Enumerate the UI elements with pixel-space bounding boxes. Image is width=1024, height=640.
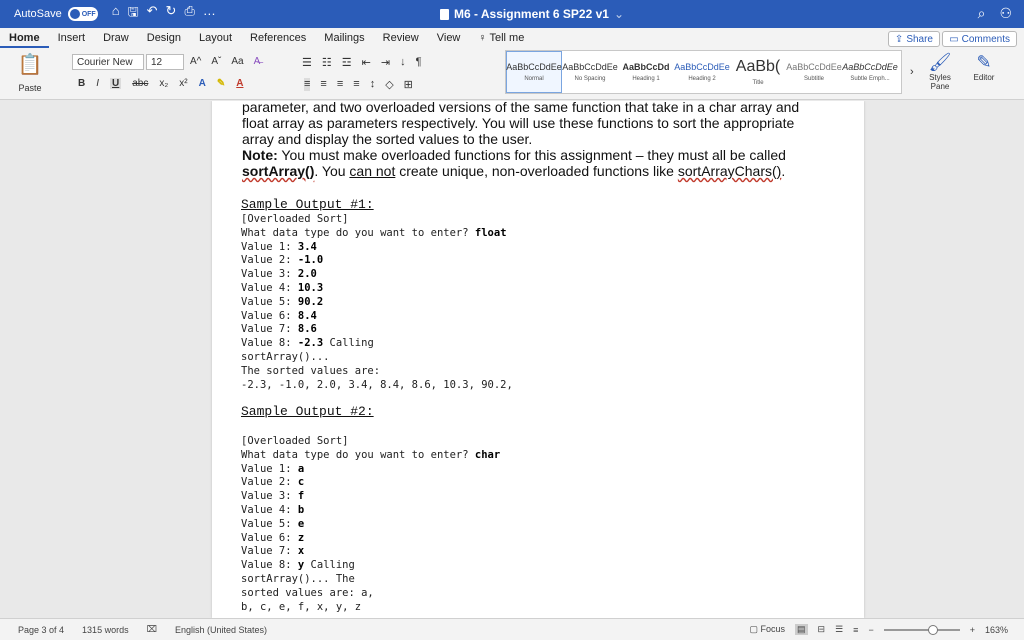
code-line xyxy=(241,545,500,559)
focus-icon: ▢ xyxy=(749,624,761,634)
undo-icon[interactable]: ↶ xyxy=(146,3,158,18)
focus-label: Focus xyxy=(760,624,786,634)
code-text: Calling xyxy=(304,559,355,572)
borders-icon[interactable]: ⊞ xyxy=(403,79,413,91)
style-name: Heading 2 xyxy=(688,76,716,82)
style-heading-2[interactable] xyxy=(674,51,730,93)
more-icon[interactable]: … xyxy=(202,3,216,18)
intro-text: parameter, and two overloaded versions of the same function that take in a char array and float array as parameters respectively. You will use these functions to sort the appropriate array and display the sorted values to the user. xyxy=(242,101,800,147)
code-input-value: -1.0 xyxy=(297,254,324,267)
italic-button[interactable]: I xyxy=(96,78,100,89)
zoom-out-button[interactable]: − xyxy=(868,624,874,635)
code-text: Value 6: xyxy=(241,309,298,322)
code-text: Value 7: xyxy=(241,545,298,558)
code-input-value: a xyxy=(297,462,305,475)
sort-icon[interactable]: ↓ xyxy=(400,56,406,68)
note-example: sortArrayChars() xyxy=(677,163,782,179)
code-text: Value 4: xyxy=(241,503,298,516)
code-text: [Overloaded Sort] xyxy=(241,435,349,447)
note-end: . xyxy=(781,163,786,179)
styles-gallery xyxy=(505,50,902,94)
code-text: [Overloaded Sort] xyxy=(241,213,349,225)
save-icon[interactable]: 🖫 xyxy=(127,4,139,19)
word-count[interactable]: 1315 words xyxy=(82,624,129,635)
tab-mailings[interactable]: Mailings xyxy=(324,32,365,44)
autosave-toggle[interactable] xyxy=(68,7,98,21)
tab-view[interactable]: View xyxy=(436,32,461,44)
code-line xyxy=(241,435,500,449)
search-icon[interactable]: ⌕ xyxy=(977,5,986,21)
code-text: What data type do you want to enter? xyxy=(241,226,475,239)
style-no-spacing[interactable] xyxy=(562,51,618,93)
code-text: Value 5: xyxy=(241,517,298,530)
code-text: Value 1: xyxy=(241,462,298,475)
style-sample: AaBb( xyxy=(735,58,781,75)
tab-design[interactable]: Design xyxy=(146,32,181,44)
code-line xyxy=(241,559,500,573)
style-name: Title xyxy=(752,80,764,86)
bullets-icon[interactable]: ☰ xyxy=(302,57,312,69)
superscript-button[interactable]: x² xyxy=(179,78,188,89)
editor-label: Editor xyxy=(973,73,995,82)
comment-icon: ▭ xyxy=(949,33,959,45)
align-right-icon[interactable]: ≡ xyxy=(336,78,344,90)
clipboard-icon: 📋 xyxy=(17,54,43,76)
style-sample: AaBbCcDdEe xyxy=(562,62,618,72)
align-center-icon[interactable]: ≡ xyxy=(320,78,327,90)
clear-format-icon[interactable]: A̶ xyxy=(253,56,261,67)
redo-icon[interactable]: ↻ xyxy=(165,3,177,18)
document-area xyxy=(0,101,1024,618)
code-line xyxy=(241,365,513,379)
code-line xyxy=(241,490,500,504)
code-line xyxy=(241,241,513,255)
code-line xyxy=(241,504,500,518)
page-count[interactable]: Page 3 of 4 xyxy=(18,624,65,635)
code-line xyxy=(241,601,500,615)
tab-layout[interactable]: Layout xyxy=(199,32,233,44)
comments-label: Comments xyxy=(961,33,1010,45)
font-name-select[interactable]: Courier New xyxy=(72,54,144,70)
code-input-value: 8.4 xyxy=(297,309,317,322)
document-page[interactable] xyxy=(212,101,864,618)
code-text: Value 5: xyxy=(241,295,298,308)
note-cannot: can not xyxy=(349,163,396,179)
code-text: Value 7: xyxy=(241,323,298,336)
code-text: Value 8: xyxy=(241,559,298,572)
numbering-icon[interactable]: ☷ xyxy=(321,57,332,69)
code-line xyxy=(241,268,513,282)
style-sample: AaBbCcDdEe xyxy=(786,62,842,72)
style-subtitle[interactable] xyxy=(786,51,842,93)
code-input-value: 3.4 xyxy=(297,240,317,253)
styles-pane-label: Styles Pane xyxy=(929,73,951,91)
code-line xyxy=(241,282,513,296)
code-text: Value 4: xyxy=(241,281,298,294)
code-input-value: z xyxy=(297,531,305,544)
note-label: Note: xyxy=(242,147,278,163)
chevron-down-icon: ⌄ xyxy=(613,7,625,21)
title-bar xyxy=(0,0,1024,28)
style-normal[interactable] xyxy=(506,51,562,93)
code-input-value: e xyxy=(297,517,305,530)
editor-button[interactable] xyxy=(970,52,998,82)
code-line xyxy=(241,587,500,601)
code-text: Value 1: xyxy=(241,240,298,253)
decrease-indent-icon[interactable]: ⇤ xyxy=(361,57,371,69)
styles-pane-icon: 🖌 xyxy=(928,52,952,72)
code-input-value: 2.0 xyxy=(297,268,317,281)
subscript-button[interactable]: x₂ xyxy=(159,78,169,89)
sample-output-2 xyxy=(241,435,500,614)
comments-button[interactable] xyxy=(942,31,1017,47)
sample-output-1-heading: Sample Output #1: xyxy=(241,197,374,212)
multilevel-list-icon[interactable]: ☲ xyxy=(341,57,352,69)
outline-view-icon[interactable]: ☰ xyxy=(835,624,844,634)
code-line xyxy=(241,463,500,477)
chevron-right-icon[interactable]: › xyxy=(910,66,914,78)
style-name: No Spacing xyxy=(574,76,606,82)
pilcrow-icon[interactable]: ¶ xyxy=(415,56,422,68)
code-text: -2.3, -1.0, 2.0, 3.4, 8.4, 8.6, 10.3, 90.2, xyxy=(241,378,513,391)
toggle-knob xyxy=(70,9,80,19)
print-layout-icon[interactable]: ▤ xyxy=(797,624,806,634)
style-subtle-emphasis[interactable] xyxy=(842,51,898,93)
style-sample: AaBbCcDdEe xyxy=(674,62,730,72)
text-effects-icon[interactable]: A xyxy=(198,78,206,89)
code-line xyxy=(241,351,513,365)
tab-draw[interactable]: Draw xyxy=(103,32,129,44)
styles-pane-button[interactable] xyxy=(928,52,952,91)
code-line xyxy=(241,518,500,532)
document-icon xyxy=(440,9,449,20)
bold-button[interactable]: B xyxy=(78,78,86,89)
code-input-value: f xyxy=(297,490,305,503)
style-name: Normal xyxy=(524,76,544,82)
code-input-value: 90.2 xyxy=(297,295,324,308)
font-color-button[interactable]: A xyxy=(236,78,244,89)
code-input-value: y xyxy=(297,559,305,572)
code-text: What data type do you want to enter? xyxy=(241,448,475,461)
code-line xyxy=(241,323,513,337)
ribbon-tabs xyxy=(0,28,1024,48)
sample-output-2-heading xyxy=(241,404,374,419)
code-line xyxy=(241,532,500,546)
code-text: sortArray()... xyxy=(241,350,330,363)
note-func: sortArray() xyxy=(242,163,315,179)
code-text: b, c, e, f, x, y, z xyxy=(241,600,362,613)
underline-button[interactable]: U xyxy=(112,78,120,89)
code-text: Calling xyxy=(323,337,374,350)
document-title-text: M6 - Assignment 6 SP22 v1 xyxy=(454,7,609,21)
tell-me[interactable] xyxy=(469,32,533,48)
code-text: Value 6: xyxy=(241,531,298,544)
style-name: Subtle Emph... xyxy=(850,76,890,82)
autosave-state: OFF xyxy=(81,10,96,18)
quick-access-toolbar xyxy=(112,3,216,25)
style-name: Subtitle xyxy=(803,76,824,82)
strikethrough-button[interactable]: abc xyxy=(132,78,149,89)
code-line xyxy=(241,227,513,241)
zoom-slider-knob[interactable] xyxy=(928,625,938,635)
code-line xyxy=(241,310,513,324)
print-icon[interactable]: ⎙ xyxy=(184,3,195,18)
code-text: The sorted values are: xyxy=(241,364,381,377)
paste-button[interactable] xyxy=(10,52,50,93)
sample-output-2-heading-text: Sample Output #2: xyxy=(241,404,374,419)
line-spacing-icon[interactable]: ↕ xyxy=(369,78,376,90)
code-input-value: char xyxy=(474,448,501,461)
share-label: Share xyxy=(906,33,933,45)
language[interactable]: English (United States) xyxy=(174,624,267,635)
shrink-font-button[interactable]: Aˇ xyxy=(211,56,222,67)
zoom-in-button[interactable]: + xyxy=(969,624,975,635)
code-input-value: x xyxy=(297,545,305,558)
code-input-value: 8.6 xyxy=(297,323,317,336)
editor-icon: ✎ xyxy=(976,52,992,72)
code-text: Value 3: xyxy=(241,490,298,503)
code-text: sorted values are: a, xyxy=(241,586,374,599)
tab-home[interactable]: Home xyxy=(0,32,49,48)
code-line xyxy=(241,379,513,393)
document-title[interactable] xyxy=(440,7,624,21)
code-input-value: float xyxy=(474,226,507,239)
lightbulb-icon: ♀ xyxy=(478,32,490,44)
home-icon[interactable]: ⌂ xyxy=(111,3,120,18)
font-size-select[interactable]: 12 xyxy=(146,54,184,70)
body-paragraph xyxy=(242,101,812,179)
style-sample: AaBbCcDd xyxy=(622,62,670,72)
code-line xyxy=(241,254,513,268)
code-line xyxy=(241,449,500,463)
draft-view-icon[interactable]: ≡ xyxy=(853,624,859,635)
paste-label: Paste xyxy=(18,83,42,93)
style-sample: AaBbCcDdEe xyxy=(842,62,898,72)
status-bar xyxy=(0,618,1024,640)
zoom-level[interactable]: 163% xyxy=(984,624,1008,635)
shading-icon[interactable]: ◇ xyxy=(385,79,394,91)
code-input-value: 10.3 xyxy=(297,281,324,294)
style-heading-1[interactable] xyxy=(618,51,674,93)
code-text: Value 2: xyxy=(241,254,298,267)
code-input-value: c xyxy=(297,476,305,489)
style-name: Heading 1 xyxy=(632,76,660,82)
share-button[interactable] xyxy=(888,31,940,47)
code-text: Value 8: xyxy=(241,337,298,350)
note-text: . You xyxy=(314,163,350,179)
note-text: create unique, non-overloaded functions like xyxy=(395,163,678,179)
code-input-value: -2.3 xyxy=(297,337,324,350)
code-text: Value 2: xyxy=(241,476,298,489)
code-text: Value 3: xyxy=(241,268,298,281)
tab-review[interactable]: Review xyxy=(382,32,419,44)
highlight-button[interactable]: ✎ xyxy=(216,78,226,89)
code-line xyxy=(241,213,513,227)
code-line xyxy=(241,573,500,587)
note-text: You must make overloaded functions for this assignment – they must all be called xyxy=(277,147,786,163)
code-text: sortArray()... The xyxy=(241,572,355,585)
code-line xyxy=(241,476,500,490)
autosave-label: AutoSave xyxy=(14,8,62,20)
code-line xyxy=(241,296,513,310)
proofing-icon[interactable]: ⌧ xyxy=(146,624,157,634)
style-title[interactable] xyxy=(730,51,786,93)
justify-icon[interactable]: ≡ xyxy=(353,78,360,90)
grow-font-button[interactable]: A^ xyxy=(190,56,202,67)
align-left-icon[interactable]: ≡ xyxy=(304,78,311,90)
share-people-icon[interactable]: ⚇ xyxy=(999,5,1012,21)
change-case-button[interactable]: Aa xyxy=(231,56,244,67)
tab-references[interactable]: References xyxy=(250,32,307,44)
tell-me-label: Tell me xyxy=(489,32,525,44)
zoom-slider[interactable] xyxy=(884,629,960,631)
ribbon xyxy=(0,48,1024,100)
web-layout-icon[interactable]: ⊟ xyxy=(817,624,826,634)
focus-button[interactable] xyxy=(750,624,786,635)
code-input-value: b xyxy=(297,503,305,516)
code-line xyxy=(241,337,513,351)
style-sample: AaBbCcDdEe xyxy=(506,62,562,72)
increase-indent-icon[interactable]: ⇥ xyxy=(380,57,391,69)
sample-output-1 xyxy=(241,213,513,392)
tab-insert[interactable]: Insert xyxy=(57,32,86,44)
share-icon: ⇪ xyxy=(894,33,904,45)
